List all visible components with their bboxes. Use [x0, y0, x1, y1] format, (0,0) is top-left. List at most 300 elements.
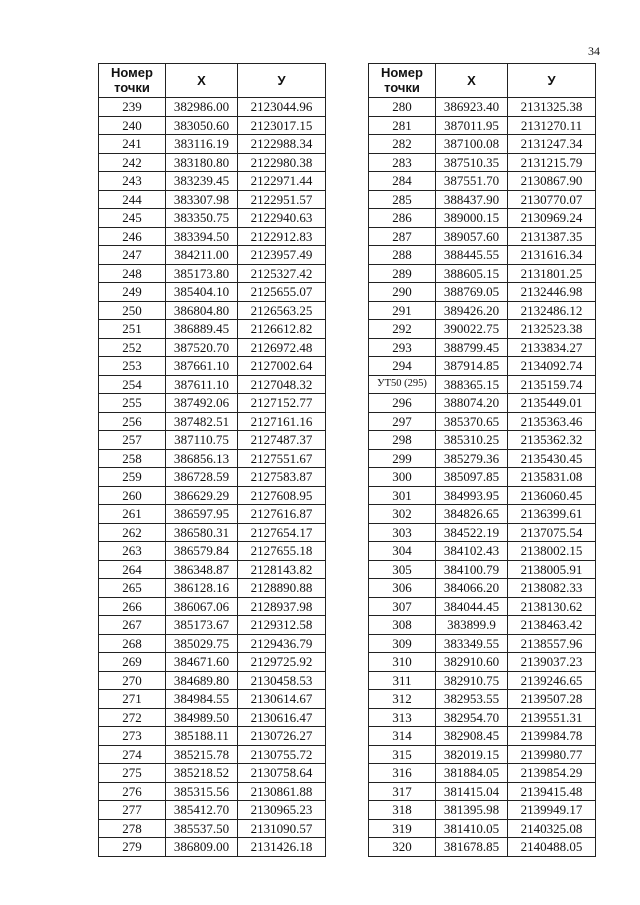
y-cell: 2131325.38	[508, 98, 596, 117]
table-row	[369, 153, 596, 172]
table-row	[369, 412, 596, 431]
x-cell: 384984.55	[166, 690, 238, 709]
x-cell: 384211.00	[166, 246, 238, 265]
table-row	[369, 764, 596, 783]
x-cell: 388437.90	[436, 190, 508, 209]
x-cell: 386809.00	[166, 838, 238, 857]
table-row	[99, 671, 326, 690]
y-cell: 2135363.46	[508, 412, 596, 431]
table-row	[369, 838, 596, 857]
x-cell: 381678.85	[436, 838, 508, 857]
y-cell: 2125327.42	[238, 264, 326, 283]
x-cell: 383116.19	[166, 135, 238, 154]
table-row	[369, 634, 596, 653]
point-number-cell: 241	[99, 135, 166, 154]
point-number-cell: 285	[369, 190, 436, 209]
point-number-cell: 276	[99, 782, 166, 801]
table-row	[99, 338, 326, 357]
table-row	[369, 560, 596, 579]
y-cell: 2130770.07	[508, 190, 596, 209]
table-header-row	[99, 64, 326, 98]
point-number-cell: 319	[369, 819, 436, 838]
y-cell: 2122971.44	[238, 172, 326, 191]
y-cell: 2127002.64	[238, 357, 326, 376]
point-number-cell: 309	[369, 634, 436, 653]
point-number-cell: 287	[369, 227, 436, 246]
y-cell: 2128143.82	[238, 560, 326, 579]
x-cell: 385315.56	[166, 782, 238, 801]
table-row	[369, 172, 596, 191]
table-row	[99, 819, 326, 838]
point-number-cell: 268	[99, 634, 166, 653]
point-number-cell: 281	[369, 116, 436, 135]
point-number-cell: 315	[369, 745, 436, 764]
y-cell: 2129436.79	[238, 634, 326, 653]
x-cell: 383050.60	[166, 116, 238, 135]
x-cell: 385310.25	[436, 431, 508, 450]
y-cell: 2131801.25	[508, 264, 596, 283]
x-cell: 387110.75	[166, 431, 238, 450]
y-cell: 2139984.78	[508, 727, 596, 746]
y-cell: 2127551.67	[238, 449, 326, 468]
x-cell: 389426.20	[436, 301, 508, 320]
point-number-cell: 242	[99, 153, 166, 172]
x-cell: 384989.50	[166, 708, 238, 727]
point-number-cell: 303	[369, 523, 436, 542]
x-cell: 386728.59	[166, 468, 238, 487]
y-cell: 2132486.12	[508, 301, 596, 320]
table-row	[369, 98, 596, 117]
y-cell: 2132523.38	[508, 320, 596, 339]
table-row	[369, 523, 596, 542]
y-cell: 2135362.32	[508, 431, 596, 450]
y-cell: 2138557.96	[508, 634, 596, 653]
point-number-cell: 314	[369, 727, 436, 746]
x-cell: 390022.75	[436, 320, 508, 339]
x-cell: 386128.16	[166, 579, 238, 598]
table-header-row	[369, 64, 596, 98]
table-row	[369, 227, 596, 246]
x-cell: 383180.80	[166, 153, 238, 172]
x-cell: 385029.75	[166, 634, 238, 653]
point-number-cell: 298	[369, 431, 436, 450]
x-cell: 386579.84	[166, 542, 238, 561]
y-cell: 2138002.15	[508, 542, 596, 561]
x-cell: 386923.40	[436, 98, 508, 117]
table-row	[369, 375, 596, 394]
point-number-cell: 243	[99, 172, 166, 191]
point-number-cell: 283	[369, 153, 436, 172]
table-row	[99, 634, 326, 653]
header-num-line2: точки	[384, 79, 420, 95]
y-cell: 2127048.32	[238, 375, 326, 394]
x-cell: 385218.52	[166, 764, 238, 783]
x-cell: 386804.80	[166, 301, 238, 320]
point-number-cell: 297	[369, 412, 436, 431]
y-cell: 2130616.47	[238, 708, 326, 727]
x-cell: 382019.15	[436, 745, 508, 764]
x-cell: 386856.13	[166, 449, 238, 468]
y-cell: 2127616.87	[238, 505, 326, 524]
y-cell: 2127655.18	[238, 542, 326, 561]
point-number-cell: 320	[369, 838, 436, 857]
point-number-cell: 266	[99, 597, 166, 616]
table-row	[99, 542, 326, 561]
y-cell: 2139854.29	[508, 764, 596, 783]
y-cell: 2130861.88	[238, 782, 326, 801]
y-cell: 2139949.17	[508, 801, 596, 820]
point-number-cell: 318	[369, 801, 436, 820]
point-number-cell: 251	[99, 320, 166, 339]
y-cell: 2138005.91	[508, 560, 596, 579]
x-cell: 384522.19	[436, 523, 508, 542]
x-cell: 386889.45	[166, 320, 238, 339]
table-row	[99, 98, 326, 117]
point-number-cell: 307	[369, 597, 436, 616]
table-row	[369, 320, 596, 339]
y-cell: 2122951.57	[238, 190, 326, 209]
point-number-cell: 247	[99, 246, 166, 265]
header-y: У	[238, 64, 326, 98]
table-row	[99, 190, 326, 209]
x-cell: 388769.05	[436, 283, 508, 302]
y-cell: 2138130.62	[508, 597, 596, 616]
table-row	[99, 468, 326, 487]
point-number-cell: 262	[99, 523, 166, 542]
y-cell: 2136060.45	[508, 486, 596, 505]
x-cell: 384066.20	[436, 579, 508, 598]
point-number-cell: 284	[369, 172, 436, 191]
table-row	[369, 246, 596, 265]
table-row	[99, 357, 326, 376]
table-row	[99, 153, 326, 172]
table-row	[99, 394, 326, 413]
x-cell: 385215.78	[166, 745, 238, 764]
table-row	[369, 616, 596, 635]
table-row	[369, 449, 596, 468]
y-cell: 2135449.01	[508, 394, 596, 413]
x-cell: 387492.06	[166, 394, 238, 413]
y-cell: 2127654.17	[238, 523, 326, 542]
table-row	[99, 375, 326, 394]
x-cell: 384826.65	[436, 505, 508, 524]
table-row	[99, 135, 326, 154]
table-row	[99, 301, 326, 320]
point-number-cell: 278	[99, 819, 166, 838]
y-cell: 2139415.48	[508, 782, 596, 801]
table-row	[99, 801, 326, 820]
x-cell: 381415.04	[436, 782, 508, 801]
y-cell: 2122912.83	[238, 227, 326, 246]
point-number-cell: 282	[369, 135, 436, 154]
y-cell: 2127487.37	[238, 431, 326, 450]
x-cell: 386348.87	[166, 560, 238, 579]
point-number-cell: 312	[369, 690, 436, 709]
y-cell: 2130458.53	[238, 671, 326, 690]
table-row	[99, 838, 326, 857]
x-cell: 387510.35	[436, 153, 508, 172]
table-row	[99, 116, 326, 135]
x-cell: 385097.85	[436, 468, 508, 487]
coordinates-table-left	[98, 63, 326, 857]
point-number-cell: 263	[99, 542, 166, 561]
table-row	[99, 172, 326, 191]
y-cell: 2127152.77	[238, 394, 326, 413]
x-cell: 388074.20	[436, 394, 508, 413]
y-cell: 2128890.88	[238, 579, 326, 598]
table-row	[99, 412, 326, 431]
x-cell: 388365.15	[436, 375, 508, 394]
point-number-cell: 253	[99, 357, 166, 376]
point-number-cell: 273	[99, 727, 166, 746]
y-cell: 2130614.67	[238, 690, 326, 709]
x-cell: 384102.43	[436, 542, 508, 561]
table-row	[369, 597, 596, 616]
table-row	[99, 283, 326, 302]
x-cell: 386580.31	[166, 523, 238, 542]
x-cell: 385173.80	[166, 264, 238, 283]
x-cell: 384689.80	[166, 671, 238, 690]
x-cell: 387551.70	[436, 172, 508, 191]
point-number-cell: 245	[99, 209, 166, 228]
point-number-cell: 264	[99, 560, 166, 579]
point-number-cell: 304	[369, 542, 436, 561]
y-cell: 2136399.61	[508, 505, 596, 524]
x-cell: 382953.55	[436, 690, 508, 709]
table-row	[99, 246, 326, 265]
point-number-cell: 270	[99, 671, 166, 690]
y-cell: 2128937.98	[238, 597, 326, 616]
x-cell: 385188.11	[166, 727, 238, 746]
table-row	[369, 708, 596, 727]
x-cell: 387611.10	[166, 375, 238, 394]
x-cell: 381410.05	[436, 819, 508, 838]
x-cell: 385173.67	[166, 616, 238, 635]
y-cell: 2126612.82	[238, 320, 326, 339]
y-cell: 2130867.90	[508, 172, 596, 191]
point-number-cell: 256	[99, 412, 166, 431]
table-row	[99, 486, 326, 505]
x-cell: 383899.9	[436, 616, 508, 635]
point-number-cell: 244	[99, 190, 166, 209]
x-cell: 388799.45	[436, 338, 508, 357]
y-cell: 2138463.42	[508, 616, 596, 635]
x-cell: 385537.50	[166, 819, 238, 838]
header-x: X	[166, 64, 238, 98]
y-cell: 2130965.23	[238, 801, 326, 820]
y-cell: 2123017.15	[238, 116, 326, 135]
point-number-cell: 308	[369, 616, 436, 635]
y-cell: 2131426.18	[238, 838, 326, 857]
point-number-cell: 252	[99, 338, 166, 357]
x-cell: 386629.29	[166, 486, 238, 505]
header-num-line1: Номер	[111, 64, 153, 80]
table-body-left	[99, 98, 326, 857]
point-number-cell: 302	[369, 505, 436, 524]
y-cell: 2140325.08	[508, 819, 596, 838]
y-cell: 2139037.23	[508, 653, 596, 672]
point-number-cell: 313	[369, 708, 436, 727]
point-number-cell: 250	[99, 301, 166, 320]
y-cell: 2135159.74	[508, 375, 596, 394]
x-cell: 388605.15	[436, 264, 508, 283]
x-cell: 381884.05	[436, 764, 508, 783]
table-row	[369, 801, 596, 820]
x-cell: 383239.45	[166, 172, 238, 191]
y-cell: 2130755.72	[238, 745, 326, 764]
y-cell: 2139246.65	[508, 671, 596, 690]
y-cell: 2125655.07	[238, 283, 326, 302]
table-row	[369, 394, 596, 413]
point-number-cell: 249	[99, 283, 166, 302]
point-number-cell: 269	[99, 653, 166, 672]
point-number-cell: 291	[369, 301, 436, 320]
point-number-cell: 292	[369, 320, 436, 339]
point-number-cell: 259	[99, 468, 166, 487]
y-cell: 2133834.27	[508, 338, 596, 357]
table-row	[99, 782, 326, 801]
y-cell: 2131616.34	[508, 246, 596, 265]
y-cell: 2127583.87	[238, 468, 326, 487]
point-number-cell: 257	[99, 431, 166, 450]
table-row	[99, 505, 326, 524]
header-num-line1: Номер	[381, 64, 423, 80]
table-row	[99, 227, 326, 246]
point-number-cell: 267	[99, 616, 166, 635]
x-cell: 386067.06	[166, 597, 238, 616]
table-row	[369, 431, 596, 450]
point-number-cell: 261	[99, 505, 166, 524]
table-row	[369, 579, 596, 598]
table-row	[369, 486, 596, 505]
y-cell: 2139551.31	[508, 708, 596, 727]
y-cell: 2137075.54	[508, 523, 596, 542]
x-cell: 385370.65	[436, 412, 508, 431]
coordinates-table-right	[368, 63, 596, 857]
x-cell: 384044.45	[436, 597, 508, 616]
point-number-cell: 301	[369, 486, 436, 505]
x-cell: 382910.60	[436, 653, 508, 672]
table-row	[369, 283, 596, 302]
y-cell: 2131215.79	[508, 153, 596, 172]
table-row	[369, 727, 596, 746]
y-cell: 2135831.08	[508, 468, 596, 487]
table-row	[99, 690, 326, 709]
page-number: 34	[588, 44, 600, 58]
x-cell: 382910.75	[436, 671, 508, 690]
y-cell: 2140488.05	[508, 838, 596, 857]
table-row	[369, 357, 596, 376]
point-number-cell: 296	[369, 394, 436, 413]
point-number-cell: 265	[99, 579, 166, 598]
x-cell: 381395.98	[436, 801, 508, 820]
point-number-cell: 286	[369, 209, 436, 228]
point-number-cell: 288	[369, 246, 436, 265]
y-cell: 2122988.34	[238, 135, 326, 154]
table-row	[369, 690, 596, 709]
y-cell: 2135430.45	[508, 449, 596, 468]
table-row	[99, 616, 326, 635]
x-cell: 385404.10	[166, 283, 238, 302]
x-cell: 389057.60	[436, 227, 508, 246]
y-cell: 2127608.95	[238, 486, 326, 505]
table-row	[369, 745, 596, 764]
header-x: X	[436, 64, 508, 98]
point-number-cell: 280	[369, 98, 436, 117]
x-cell: 389000.15	[436, 209, 508, 228]
table-row	[369, 653, 596, 672]
point-number-cell: 279	[99, 838, 166, 857]
table-row	[99, 264, 326, 283]
table-row	[99, 653, 326, 672]
y-cell: 2139507.28	[508, 690, 596, 709]
x-cell: 385279.36	[436, 449, 508, 468]
x-cell: 384671.60	[166, 653, 238, 672]
point-number-cell: 290	[369, 283, 436, 302]
x-cell: 383394.50	[166, 227, 238, 246]
x-cell: 382908.45	[436, 727, 508, 746]
y-cell: 2138082.33	[508, 579, 596, 598]
table-row	[99, 597, 326, 616]
x-cell: 387011.95	[436, 116, 508, 135]
y-cell: 2139980.77	[508, 745, 596, 764]
x-cell: 382954.70	[436, 708, 508, 727]
x-cell: 383307.98	[166, 190, 238, 209]
x-cell: 384100.79	[436, 560, 508, 579]
table-row	[369, 671, 596, 690]
table-row	[369, 542, 596, 561]
y-cell: 2131387.35	[508, 227, 596, 246]
x-cell: 388445.55	[436, 246, 508, 265]
table-row	[99, 745, 326, 764]
table-row	[99, 431, 326, 450]
y-cell: 2126972.48	[238, 338, 326, 357]
x-cell: 382986.00	[166, 98, 238, 117]
x-cell: 387520.70	[166, 338, 238, 357]
point-number-cell: 246	[99, 227, 166, 246]
x-cell: 385412.70	[166, 801, 238, 820]
y-cell: 2122980.38	[238, 153, 326, 172]
table-row	[369, 209, 596, 228]
table-body-right	[369, 98, 596, 857]
table-row	[369, 819, 596, 838]
table-row	[99, 449, 326, 468]
point-number-cell: 258	[99, 449, 166, 468]
x-cell: 386597.95	[166, 505, 238, 524]
y-cell: 2127161.16	[238, 412, 326, 431]
point-number-cell: 260	[99, 486, 166, 505]
point-number-cell: УТ50 (295)	[369, 375, 436, 394]
x-cell: 387482.51	[166, 412, 238, 431]
table-row	[369, 116, 596, 135]
point-number-cell: 289	[369, 264, 436, 283]
point-number-cell: 300	[369, 468, 436, 487]
point-number-cell: 275	[99, 764, 166, 783]
header-y: У	[508, 64, 596, 98]
point-number-cell: 240	[99, 116, 166, 135]
point-number-cell: 294	[369, 357, 436, 376]
table-row	[99, 764, 326, 783]
x-cell: 387661.10	[166, 357, 238, 376]
table-row	[369, 338, 596, 357]
point-number-cell: 239	[99, 98, 166, 117]
point-number-cell: 299	[369, 449, 436, 468]
table-row	[99, 209, 326, 228]
x-cell: 383350.75	[166, 209, 238, 228]
x-cell: 387914.85	[436, 357, 508, 376]
point-number-cell: 255	[99, 394, 166, 413]
y-cell: 2134092.74	[508, 357, 596, 376]
